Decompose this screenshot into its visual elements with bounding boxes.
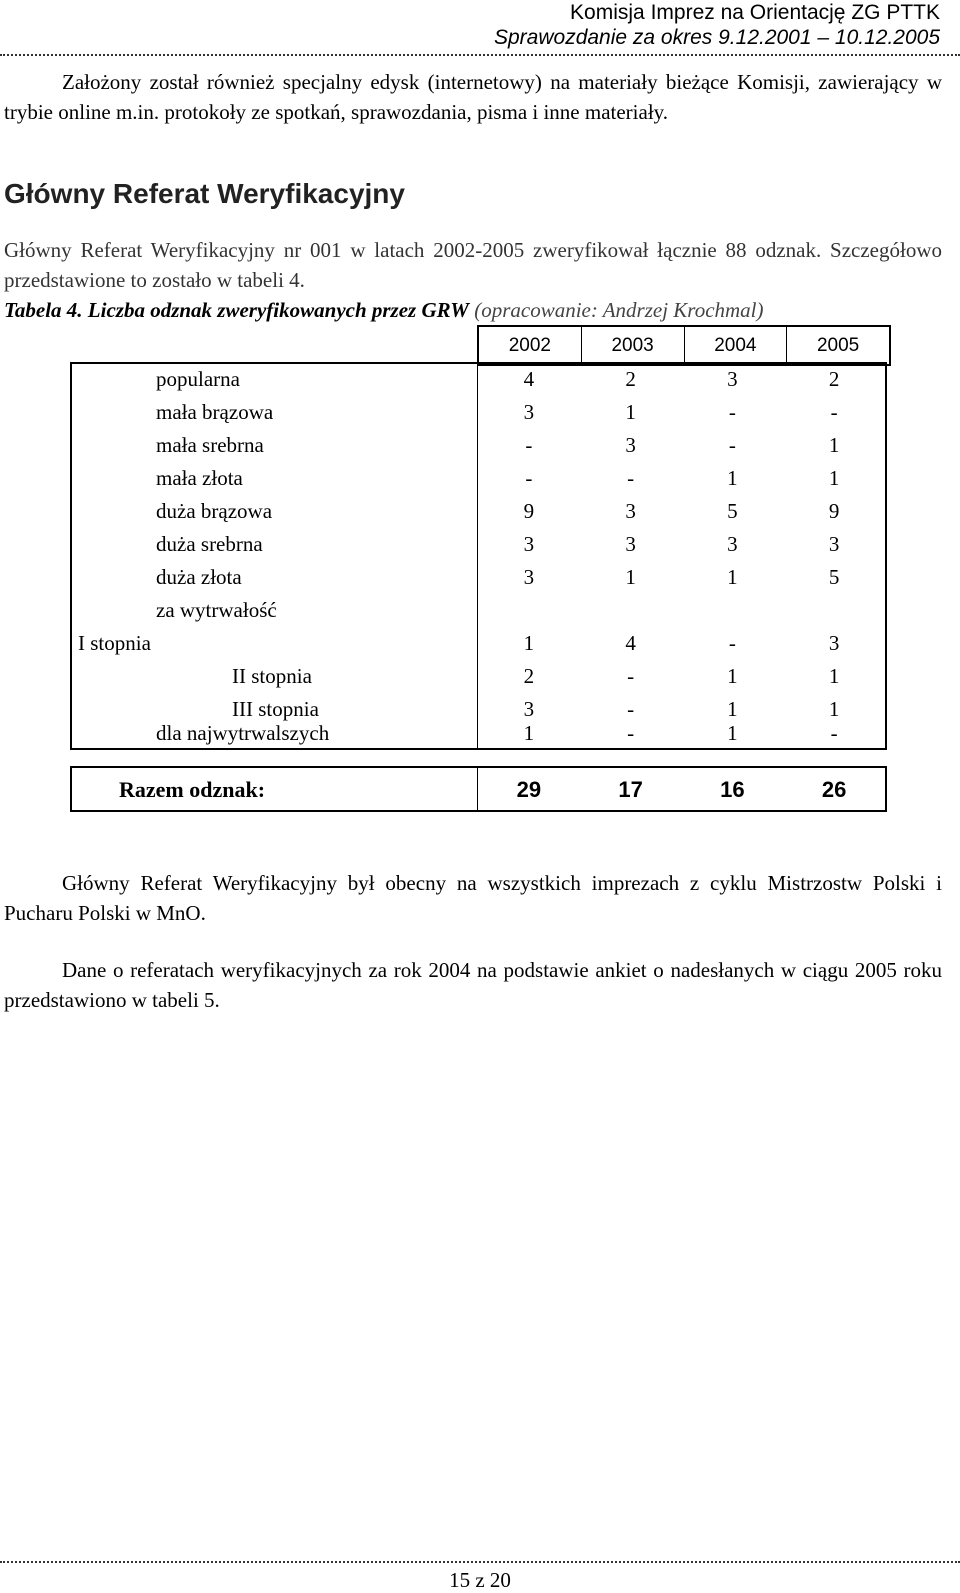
row-label: za wytrwałość — [156, 598, 277, 622]
cell: - — [728, 400, 736, 424]
cell: 4 — [523, 367, 535, 391]
table-row — [72, 430, 885, 463]
row-label: II stopnia — [232, 664, 312, 688]
cell: 5 — [727, 499, 738, 523]
cell: 3 — [523, 532, 535, 556]
cell: - — [525, 433, 533, 457]
cell: 1 — [727, 466, 738, 490]
cell: - — [728, 631, 736, 655]
total-cell: 29 — [516, 777, 542, 802]
table-row — [72, 529, 885, 562]
cell: - — [728, 433, 736, 457]
section-title: Główny Referat Weryfikacyjny — [4, 178, 405, 209]
cell: - — [627, 721, 635, 745]
cell: 1 — [523, 631, 535, 655]
row-label: dla najwytrwalszych — [156, 721, 330, 745]
row-label: popularna — [156, 367, 240, 391]
cell: 1 — [523, 721, 535, 745]
row-label: mała złota — [156, 466, 243, 490]
table-row — [72, 718, 885, 751]
cell: - — [627, 697, 635, 721]
header-period: Sprawozdanie za okres 9.12.2001 – 10.12.2005 — [494, 26, 940, 49]
total-cell: 16 — [720, 777, 745, 802]
row-label: mała srebrna — [156, 433, 264, 457]
cell: 3 — [625, 499, 636, 523]
header-org: Komisja Imprez na Orientację ZG PTTK — [570, 1, 940, 24]
cell: 5 — [828, 565, 840, 589]
table-row — [72, 562, 885, 595]
row-label: III stopnia — [232, 697, 319, 721]
year-header-cell: 2002 — [508, 334, 552, 356]
cell: 1 — [828, 466, 840, 490]
cell: 3 — [523, 697, 535, 721]
footer-divider — [0, 1561, 960, 1563]
cell: 3 — [828, 532, 840, 556]
cell: - — [830, 721, 838, 745]
page-header — [494, 0, 940, 50]
cell: 3 — [625, 532, 636, 556]
cell: 4 — [625, 631, 636, 655]
cell: 3 — [523, 400, 535, 424]
cell: 3 — [523, 565, 535, 589]
row-label: duża złota — [156, 565, 242, 589]
cell: - — [525, 466, 533, 490]
cell: 9 — [828, 499, 840, 523]
cell: 3 — [727, 367, 738, 391]
intro-paragraph: Założony został również specjalny edysk (internetowy) na materiały bieżące Komisji, zawierający w trybie online m.in. protokoły ze spotkań, sprawozdania, pisma i inne materiały. — [4, 70, 942, 124]
cell: 1 — [625, 400, 636, 424]
cell: 2 — [625, 367, 636, 391]
cell: 3 — [727, 532, 738, 556]
table-row — [72, 463, 885, 496]
year-header-cell: 2004 — [684, 327, 787, 364]
table-total-row — [70, 766, 887, 812]
cell: 1 — [828, 433, 840, 457]
page-number: 15 z 20 — [449, 1568, 511, 1592]
row-label: duża brązowa — [156, 499, 273, 523]
table-row — [72, 364, 885, 397]
cell: 3 — [828, 631, 840, 655]
year-header-cell: 2003 — [581, 327, 684, 364]
caption-source: (opracowanie: Andrzej Krochmal) — [474, 298, 764, 322]
row-label: duża srebrna — [156, 532, 263, 556]
header-divider — [0, 54, 960, 56]
row-label: mała brązowa — [156, 400, 274, 424]
paragraph-3: Dane o referatach weryfikacyjnych za rok 2004 na podstawie ankiet o nadesłanych w ciągu 2005 roku przedstawiono w tabeli 5. — [4, 958, 942, 1012]
table-row — [72, 661, 885, 694]
badge-table — [70, 362, 887, 750]
cell: 1 — [727, 664, 738, 688]
total-cell: 17 — [618, 777, 643, 802]
table-caption — [4, 298, 764, 323]
table-year-header — [477, 325, 891, 366]
cell: 2 — [828, 367, 840, 391]
row-label: I stopnia — [78, 631, 151, 655]
table-row — [72, 595, 885, 628]
total-cell: 26 — [821, 777, 847, 802]
cell: 9 — [523, 499, 535, 523]
paragraph-2: Główny Referat Weryfikacyjny był obecny na wszystkich imprezach z cyklu Mistrzostw Polski i Pucharu Polski w MnO. — [4, 871, 942, 925]
cell: - — [830, 400, 838, 424]
cell: - — [627, 664, 635, 688]
cell: 1 — [727, 565, 738, 589]
cell: 1 — [625, 565, 636, 589]
total-label: Razem odznak: — [119, 777, 266, 802]
cell: 1 — [727, 697, 738, 721]
cell: - — [627, 466, 635, 490]
cell: 1 — [828, 664, 840, 688]
cell: 1 — [828, 697, 840, 721]
year-header-cell: 2005 — [786, 327, 889, 364]
caption-label: Tabela 4. Liczba odznak zweryfikowanych przez GRW — [4, 298, 469, 322]
section-paragraph: Główny Referat Weryfikacyjny nr 001 w latach 2002-2005 zweryfikował łącznie 88 odznak. Szczegółowo przedstawione to zostało w tabeli 4. — [4, 238, 942, 292]
table-row — [72, 397, 885, 430]
table-row — [72, 496, 885, 529]
cell: 3 — [625, 433, 636, 457]
table-row — [72, 628, 885, 661]
cell: 2 — [523, 664, 535, 688]
cell: 1 — [727, 721, 738, 745]
